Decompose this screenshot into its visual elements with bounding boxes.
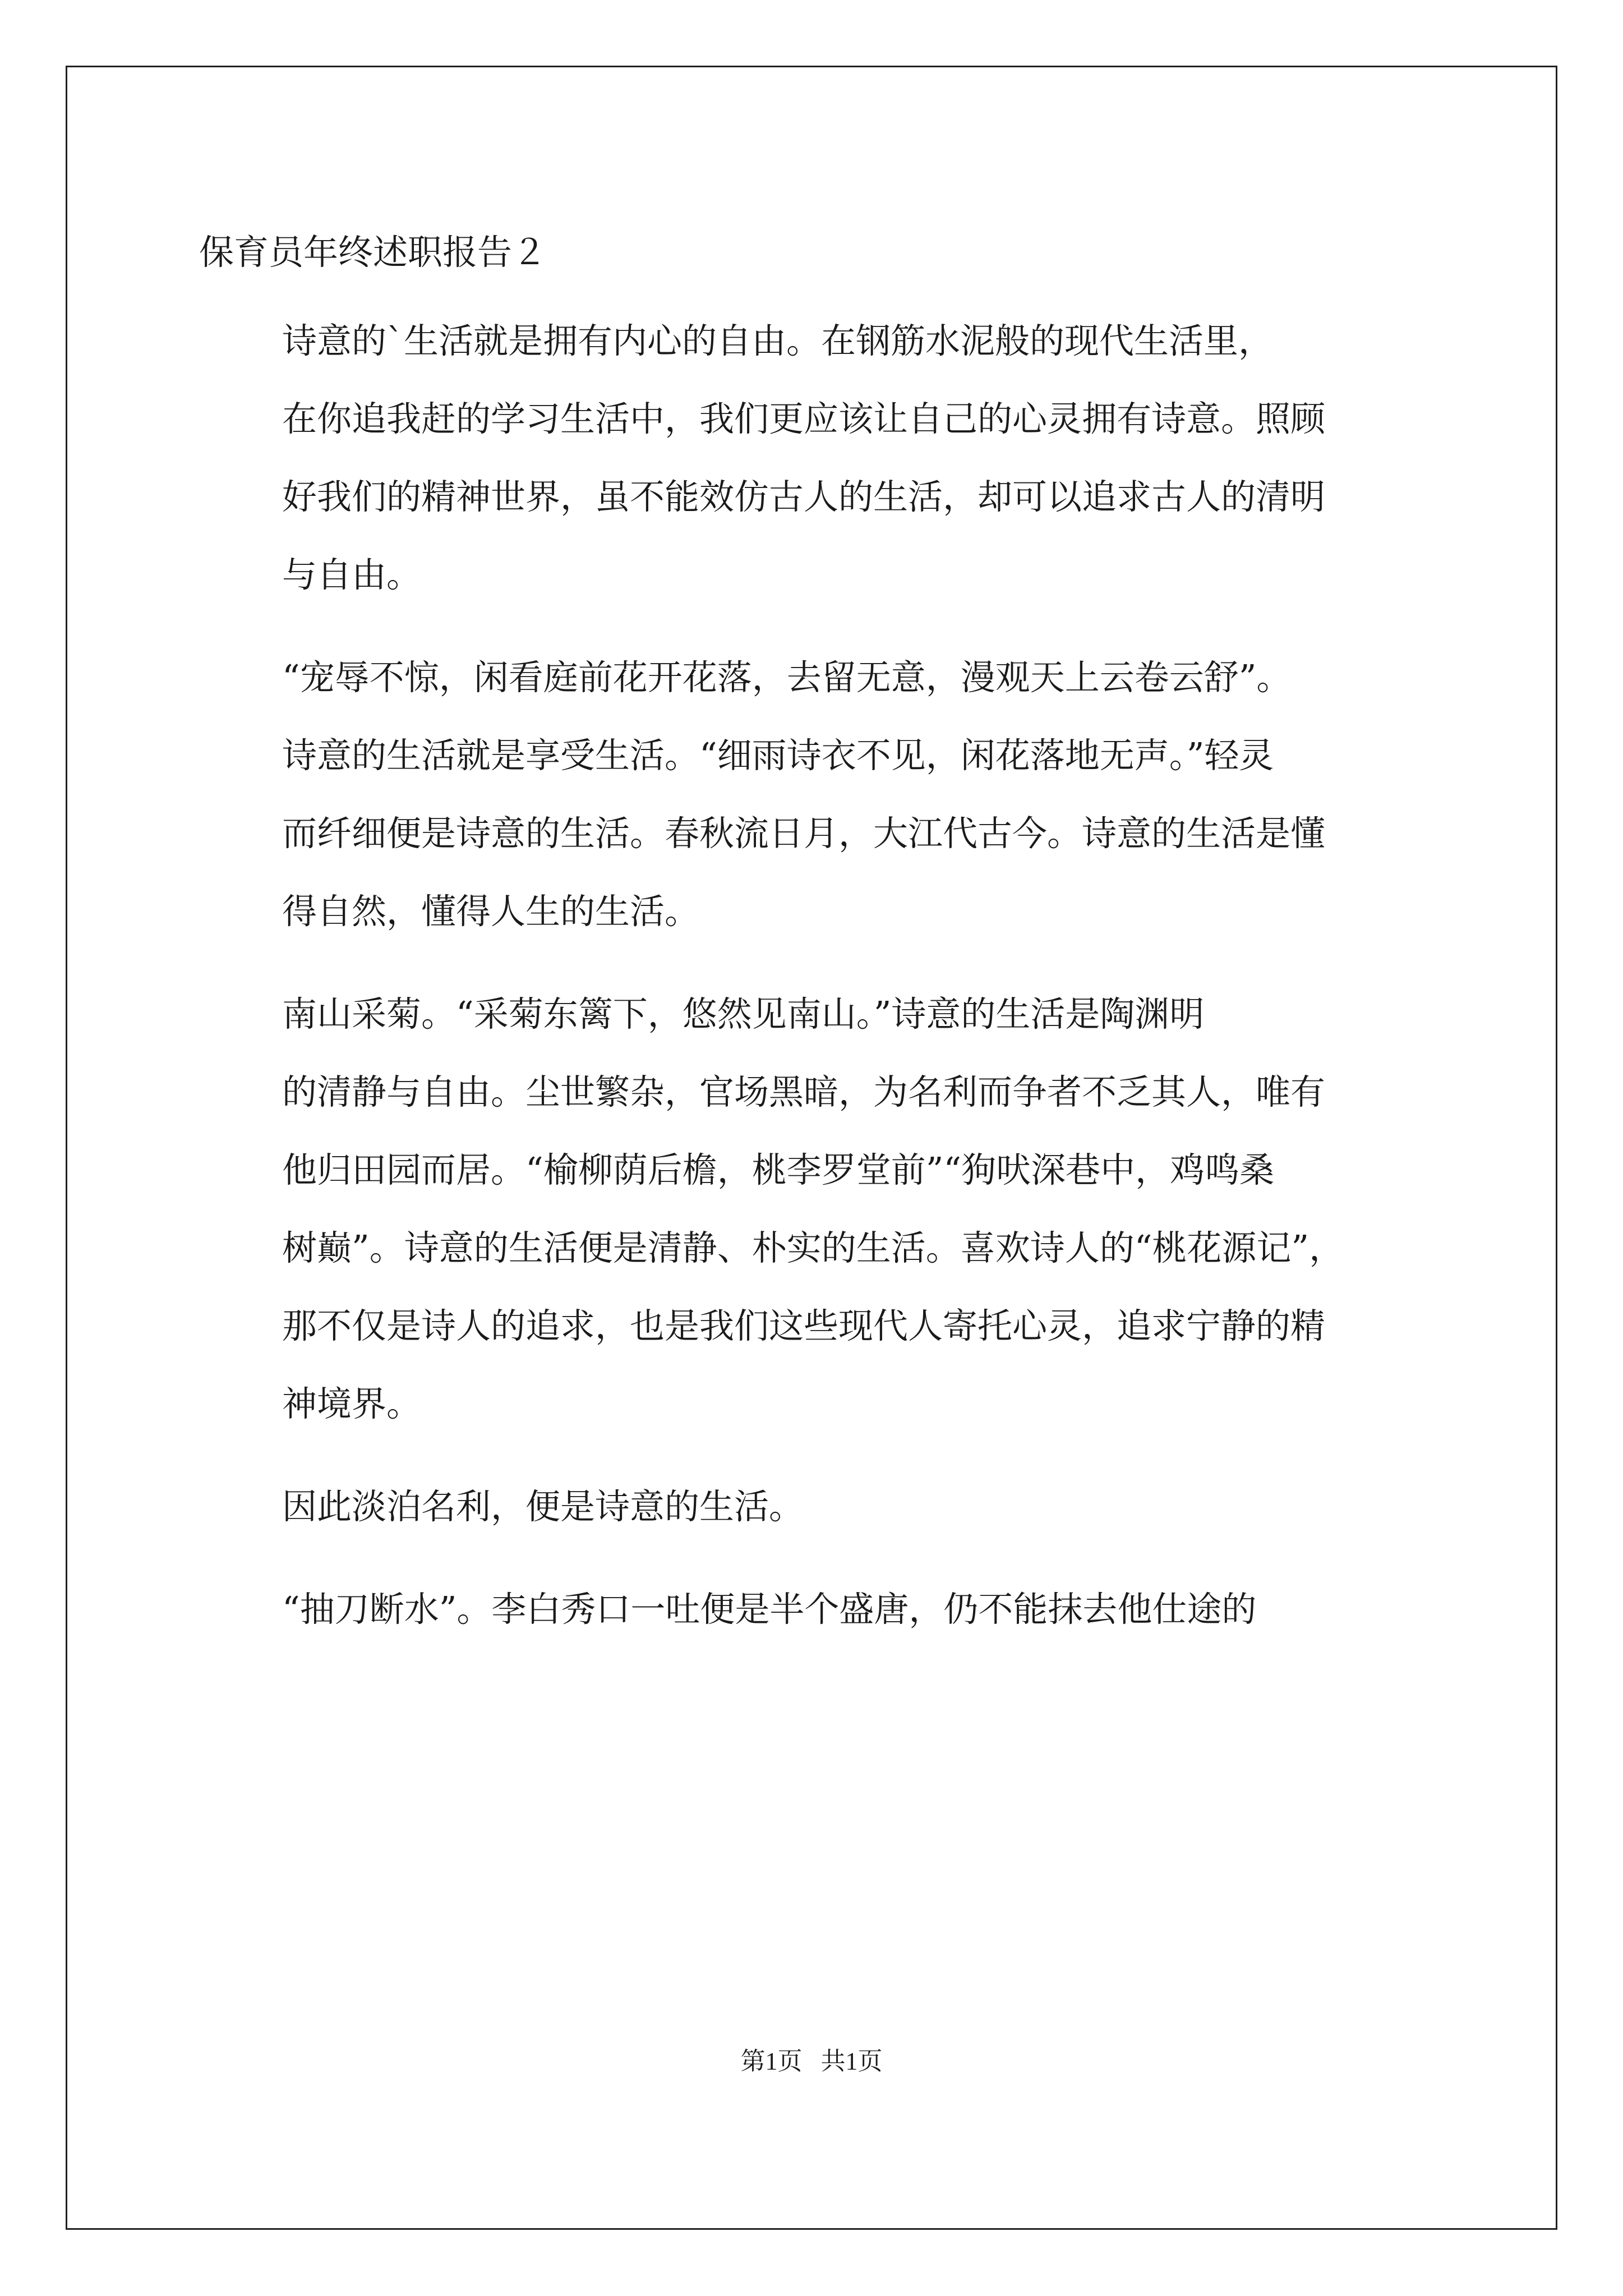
- document-title: 保育员年终述职报告２: [199, 232, 547, 273]
- page-footer: [0, 2045, 1623, 2078]
- text-line: 树巅”。诗意的生活便是清静、朴实的生活。喜欢诗人的“桃花源记”，: [282, 1227, 1344, 1268]
- text-line: 那不仅是诗人的追求，也是我们这些现代人寄托心灵，追求宁静的精: [282, 1305, 1326, 1346]
- text-line: 在你追我赶的学习生活中，我们更应该让自己的心灵拥有诗意。照顾: [282, 398, 1326, 439]
- text-line: 而纤细便是诗意的生活。春秋流日月，大江代古今。诗意的生活是懂: [282, 813, 1326, 854]
- page-number: 第1页 共1页: [740, 2047, 883, 2075]
- text-line: 的清静与自由。尘世繁杂，官场黑暗，为名利而争者不乏其人，唯有: [282, 1071, 1326, 1112]
- text-line: 好我们的精神世界，虽不能效仿古人的生活，却可以追求古人的清明: [282, 476, 1326, 517]
- paragraph: [199, 975, 1433, 1443]
- document-body: [199, 224, 1433, 1673]
- text-line: 得自然，懂得人生的生活。: [282, 891, 700, 932]
- text-line: 与自由。: [282, 554, 422, 595]
- text-line: 南山采菊。“采菊东篱下，悠然见南山。”诗意的生活是陶渊明: [282, 993, 1205, 1034]
- text-line: 诗意的`生活就是拥有内心的自由。在钢筋水泥般的现代生活里，: [282, 320, 1274, 361]
- paragraph: [199, 302, 1433, 614]
- paragraph: [199, 638, 1433, 950]
- text-line: 因此淡泊名利，便是诗意的生活。: [282, 1486, 804, 1527]
- text-line: 诗意的生活就是享受生活。“细雨诗衣不见，闲花落地无声。”轻灵: [282, 735, 1274, 776]
- text-line: “宠辱不惊，闲看庭前花开花落，去留无意，漫观天上云卷云舒”。: [282, 657, 1292, 698]
- text-line: 神境界。: [282, 1383, 422, 1424]
- paragraph: [199, 1467, 1433, 1545]
- text-line: “抽刀断水”。李白秀口一吐便是半个盛唐，仍不能抹去他仕途的: [282, 1589, 1257, 1630]
- paragraph: [199, 1570, 1433, 1648]
- text-line: 他归田园而居。“榆柳荫后檐，桃李罗堂前”“狗吠深巷中，鸡鸣桑: [282, 1149, 1275, 1190]
